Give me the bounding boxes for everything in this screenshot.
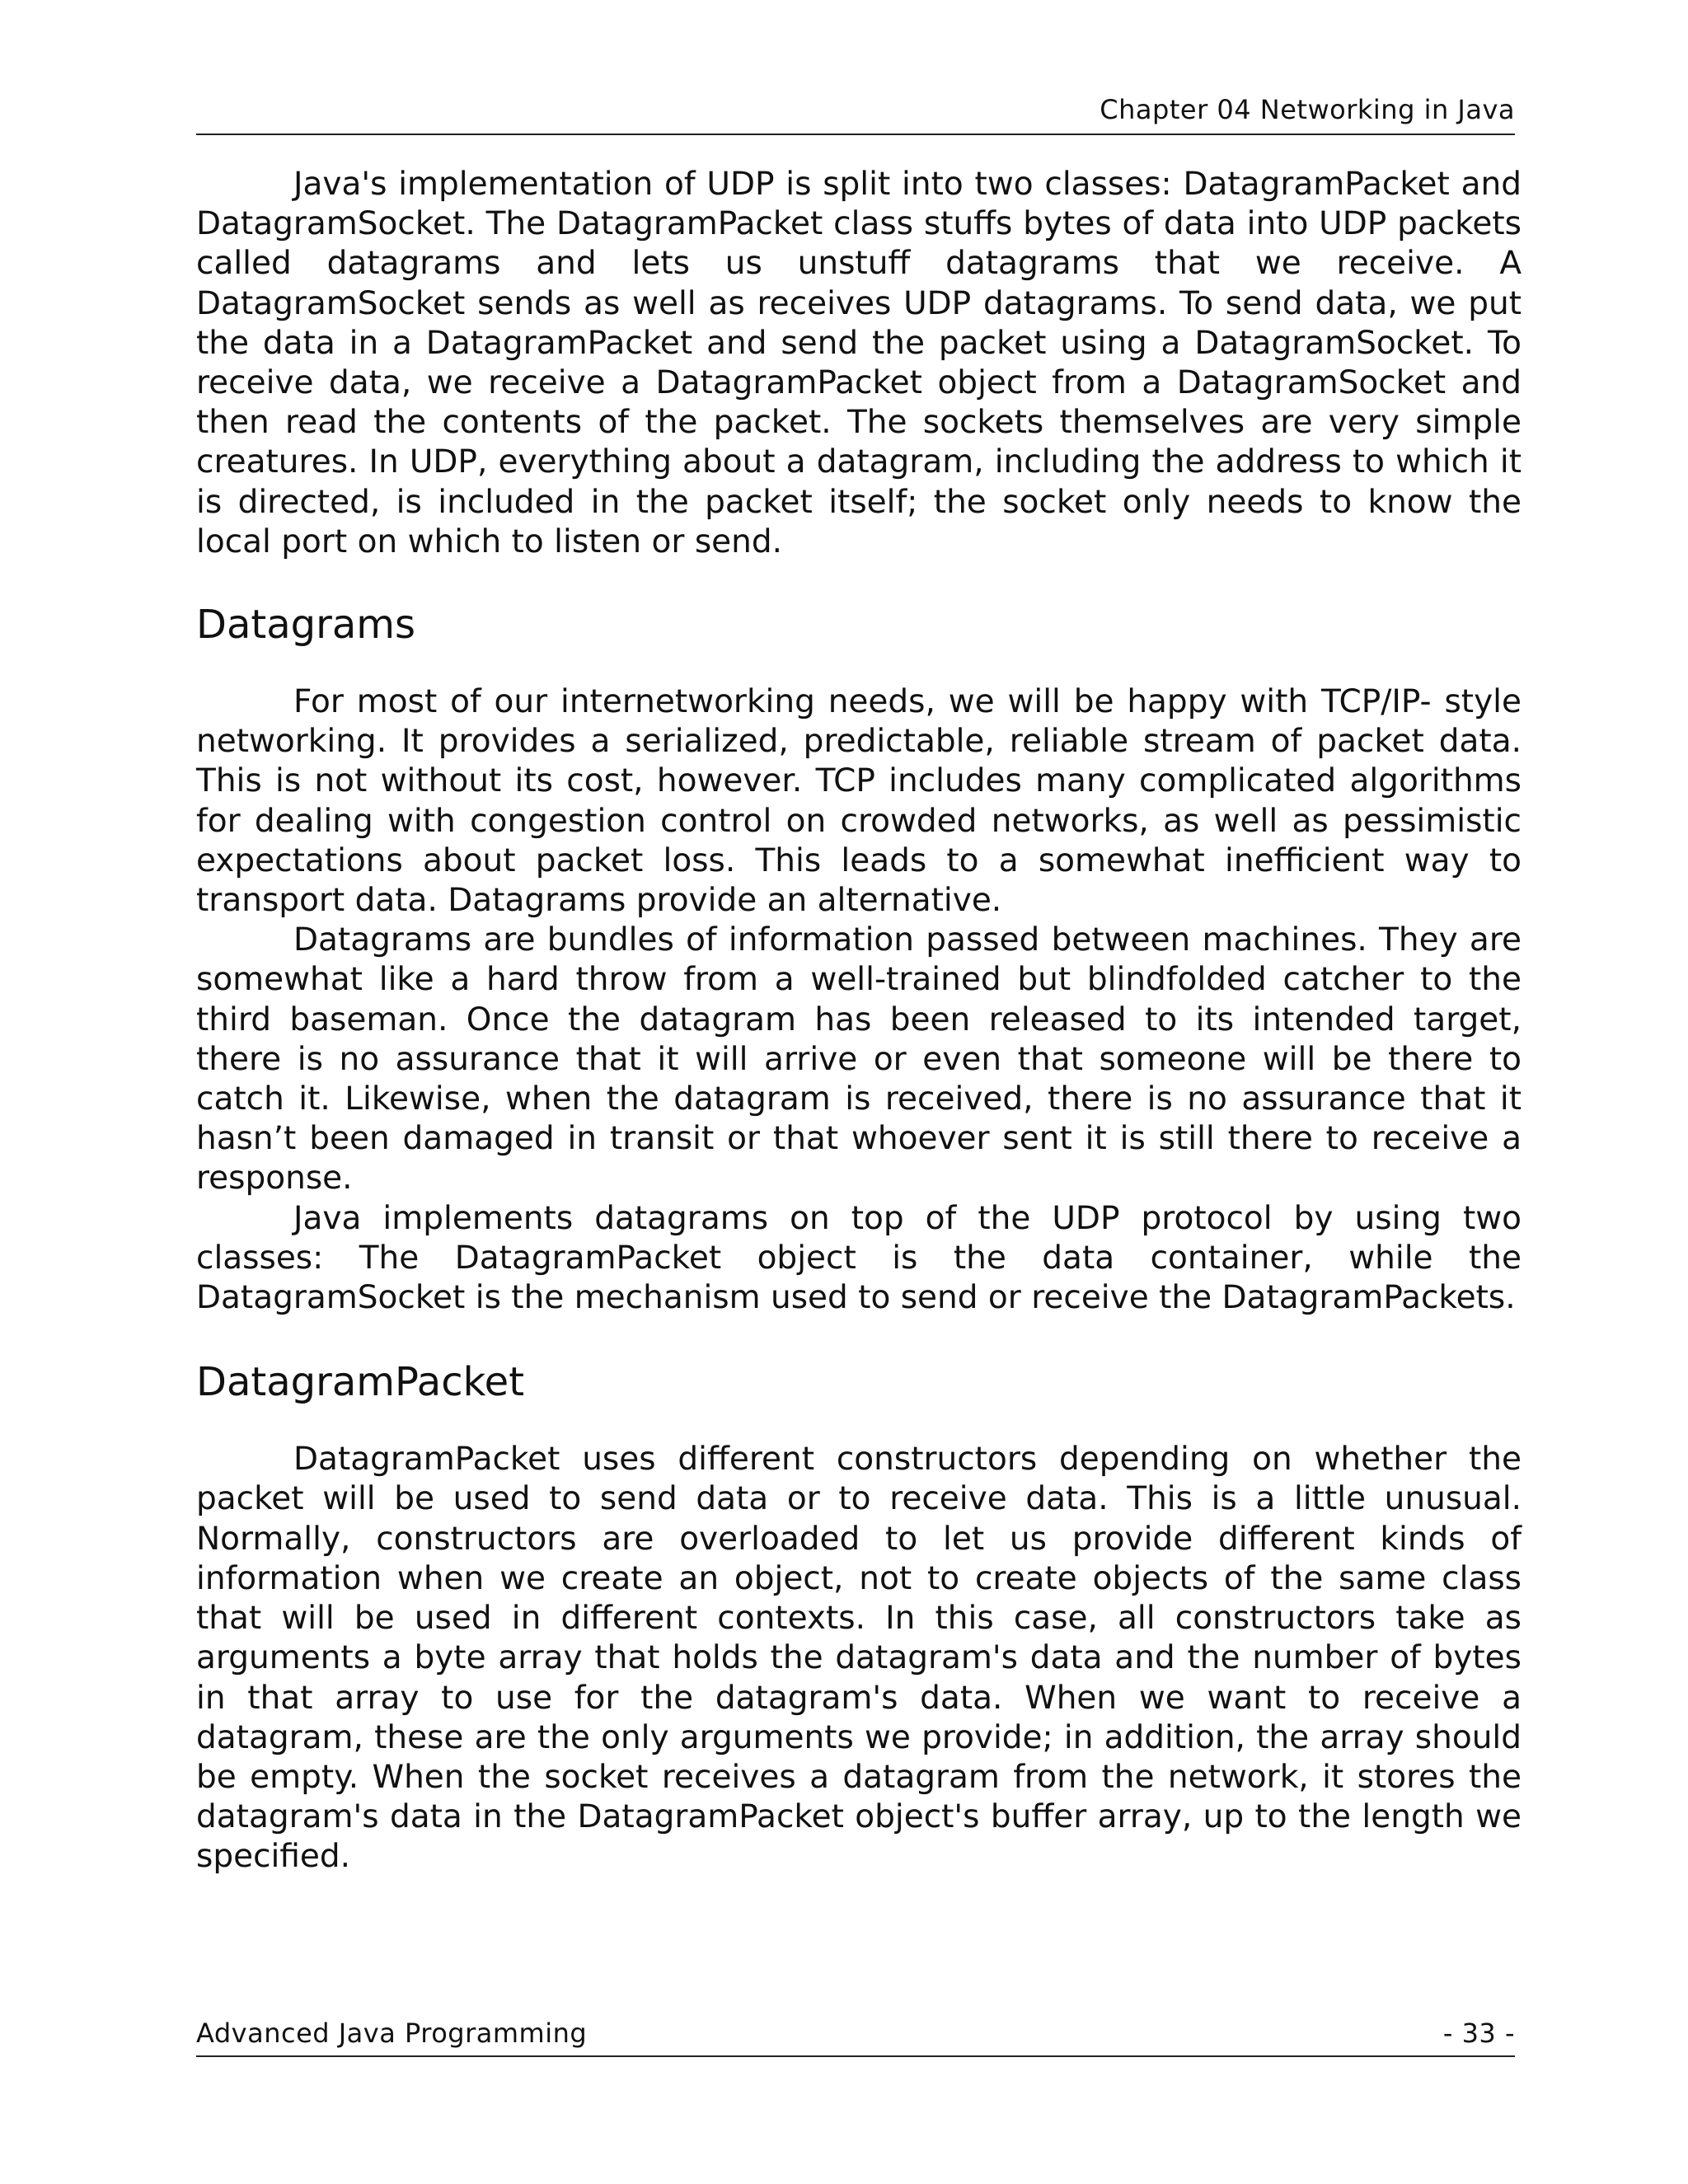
running-header (196, 92, 1515, 135)
paragraph-udp-intro: Java's implementation of UDP is split into two classes: DatagramPacket and DatagramSocket. The DatagramPacket class stuffs bytes of data into UDP packets called datagrams and lets us unstuff datagrams that we receive. A DatagramSocket sends as well as receives UDP datagrams. To send data, we put the data in a DatagramPacket and send the packet using a DatagramSocket. To receive data, we receive a DatagramPacket object from a DatagramSocket and then read the contents of the packet. The sockets themselves are very simple creatures. In UDP, everything about a datagram, including the address to which it is directed, is included in the packet itself; the socket only needs to know the local port on which to listen or send. (196, 166, 1522, 560)
chapter-title: Chapter 04 Networking in Java (1100, 94, 1515, 125)
page-body (196, 165, 1522, 1877)
section-heading-datagrampacket: DatagramPacket (196, 1359, 525, 1406)
running-footer (196, 2016, 1515, 2057)
section-heading-datagrams: Datagrams (196, 602, 415, 649)
paragraph-datagrampacket-constructors: DatagramPacket uses different constructors depending on whether the packet will be used to send data or to receive data. This is a little unusual. Normally, constructors are overloaded to let us provide different kinds of information when we create an object, not to create objects of the same class that will be used in different contexts. In this case, all constructors take as arguments a byte array that holds the datagram's data and the number of bytes in that array to use for the datagram's data. When we want to receive a datagram, these are the only arguments we provide; in addition, the array should be empty. When the socket receives a datagram from the network, it stores the datagram's data in the DatagramPacket object's buffer array, up to the length we specified. (196, 1441, 1522, 1876)
paragraph-datagrams-java: Java implements datagrams on top of the UDP protocol by using two classes: The DatagramPacket object is the data container, while the DatagramSocket is the mechanism used to send or receive the DatagramPackets. (196, 1199, 1522, 1317)
paragraph-datagrams-bundles: Datagrams are bundles of information passed between machines. They are somewhat like a hard throw from a well-trained but blindfolded catcher to the third baseman. Once the datagram has been released to its intended target, there is no assurance that it will arrive or even that someone will be there to catch it. Likewise, when the datagram is received, there is no assurance that it hasn’t been damaged in transit or that whoever sent it is still there to receive a response. (196, 921, 1522, 1197)
paragraph-datagrams-tcp: For most of our internetworking needs, we will be happy with TCP/IP- style networking. It provides a serialized, predictable, reliable stream of packet data. This is not without its cost, however. TCP includes many complicated algorithms for dealing with congestion control on crowded networks, as well as pessimistic expectations about packet loss. This leads to a somewhat inefficient way to transport data. Datagrams provide an alternative. (196, 683, 1522, 920)
book-title: Advanced Java Programming (196, 2018, 588, 2049)
page-number: - 33 - (1442, 2018, 1515, 2049)
